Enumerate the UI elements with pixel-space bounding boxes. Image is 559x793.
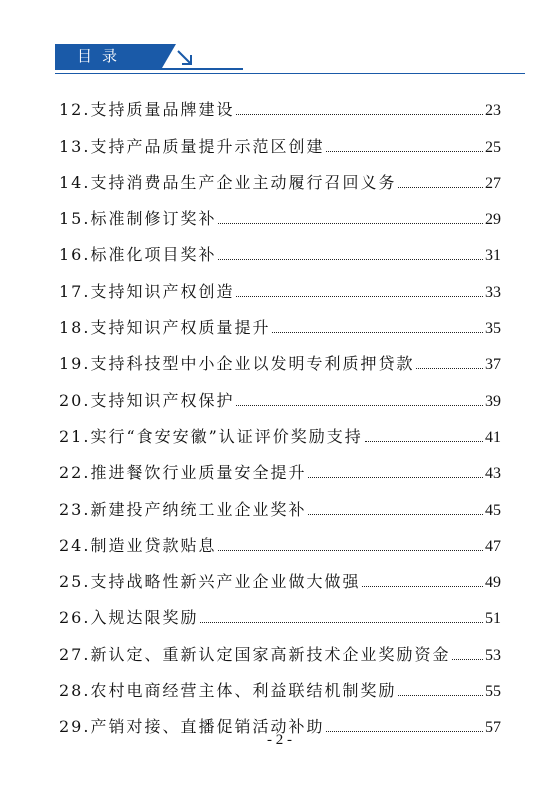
toc-entry-page: 57 <box>485 719 501 737</box>
toc-entry-title: 29.产销对接、直播促销活动补助 <box>59 717 325 737</box>
arrow-down-right-icon <box>175 48 195 68</box>
toc-dot-leader <box>200 622 483 623</box>
toc-dot-leader <box>236 405 483 406</box>
toc-entry[interactable] <box>59 483 501 519</box>
toc-dot-leader <box>308 514 483 515</box>
toc-entry-page: 55 <box>485 683 501 701</box>
toc-entry[interactable] <box>59 374 501 410</box>
toc-dot-leader <box>308 477 483 478</box>
toc-entry-page: 31 <box>485 247 501 265</box>
toc-entry[interactable] <box>59 84 501 120</box>
toc-entry[interactable] <box>59 265 501 301</box>
toc-dot-leader <box>398 187 483 188</box>
toc-entry-title: 12.支持质量品牌建设 <box>59 100 235 120</box>
toc-entry-title: 18.支持知识产权质量提升 <box>59 318 271 338</box>
toc-entry-title: 14.支持消费品生产企业主动履行召回义务 <box>59 172 397 192</box>
toc-dot-leader <box>218 259 483 260</box>
toc-entry-page: 41 <box>485 428 501 446</box>
toc-entry-title: 22.推进餐饮行业质量安全提升 <box>59 463 307 483</box>
toc-entry-title: 26.入规达限奖励 <box>59 608 199 628</box>
toc-entry-page: 23 <box>485 102 501 120</box>
toc-dot-leader <box>452 659 483 660</box>
toc-entry[interactable] <box>59 520 501 556</box>
header-rule-thin <box>55 73 525 74</box>
toc-entry[interactable] <box>59 120 501 156</box>
toc-header <box>55 44 525 78</box>
toc-entry-page: 37 <box>485 356 501 374</box>
toc-dot-leader <box>218 550 483 551</box>
toc-entry[interactable] <box>59 338 501 374</box>
toc-entry-title: 23.新建投产纳统工业企业奖补 <box>59 499 307 519</box>
toc-entry-title: 20.支持知识产权保护 <box>59 390 235 410</box>
header-rule-thick <box>55 68 243 70</box>
toc-dot-leader <box>398 695 483 696</box>
toc-entry-title: 21.实行“食安安徽”认证评价奖励支持 <box>59 426 363 446</box>
toc-entry[interactable] <box>59 411 501 447</box>
table-of-contents <box>59 84 501 737</box>
toc-dot-leader <box>236 114 483 115</box>
toc-entry-title: 16.标准化项目奖补 <box>59 245 217 265</box>
toc-entry-title: 17.支持知识产权创造 <box>59 281 235 301</box>
toc-entry[interactable] <box>59 193 501 229</box>
toc-dot-leader <box>272 332 483 333</box>
toc-entry-page: 47 <box>485 537 501 555</box>
toc-entry[interactable] <box>59 556 501 592</box>
toc-entry-page: 45 <box>485 501 501 519</box>
toc-entry-page: 43 <box>485 465 501 483</box>
toc-dot-leader <box>236 296 483 297</box>
toc-entry-title: 27.新认定、重新认定国家高新技术企业奖励资金 <box>59 644 451 664</box>
toc-entry-title: 24.制造业贷款贴息 <box>59 535 217 555</box>
toc-entry-page: 53 <box>485 646 501 664</box>
toc-entry[interactable] <box>59 157 501 193</box>
toc-entry-page: 33 <box>485 283 501 301</box>
toc-entry-page: 51 <box>485 610 501 628</box>
toc-entry-title: 15.标准制修订奖补 <box>59 209 217 229</box>
toc-entry-title: 25.支持战略性新兴产业企业做大做强 <box>59 572 361 592</box>
toc-entry-title: 28.农村电商经营主体、利益联结机制奖励 <box>59 681 397 701</box>
toc-dot-leader <box>365 441 483 442</box>
toc-entry-page: 29 <box>485 211 501 229</box>
toc-dot-leader <box>218 223 483 224</box>
toc-entry-page: 27 <box>485 174 501 192</box>
toc-dot-leader <box>362 586 483 587</box>
toc-dot-leader <box>416 368 483 369</box>
toc-entry-page: 39 <box>485 392 501 410</box>
toc-entry-title: 19.支持科技型中小企业以发明专利质押贷款 <box>59 354 415 374</box>
heading-tab-notch <box>162 44 176 68</box>
toc-entry-page: 25 <box>485 138 501 156</box>
toc-entry-title: 13.支持产品质量提升示范区创建 <box>59 136 325 156</box>
toc-entry[interactable] <box>59 628 501 664</box>
toc-entry-page: 49 <box>485 574 501 592</box>
toc-entry-page: 35 <box>485 320 501 338</box>
page-number: - 2 - <box>267 732 292 748</box>
toc-entry[interactable] <box>59 665 501 701</box>
toc-entry[interactable] <box>59 229 501 265</box>
toc-entry[interactable] <box>59 592 501 628</box>
toc-heading: 目录 <box>55 44 162 68</box>
toc-entry[interactable] <box>59 302 501 338</box>
toc-dot-leader <box>326 151 483 152</box>
toc-entry[interactable] <box>59 447 501 483</box>
